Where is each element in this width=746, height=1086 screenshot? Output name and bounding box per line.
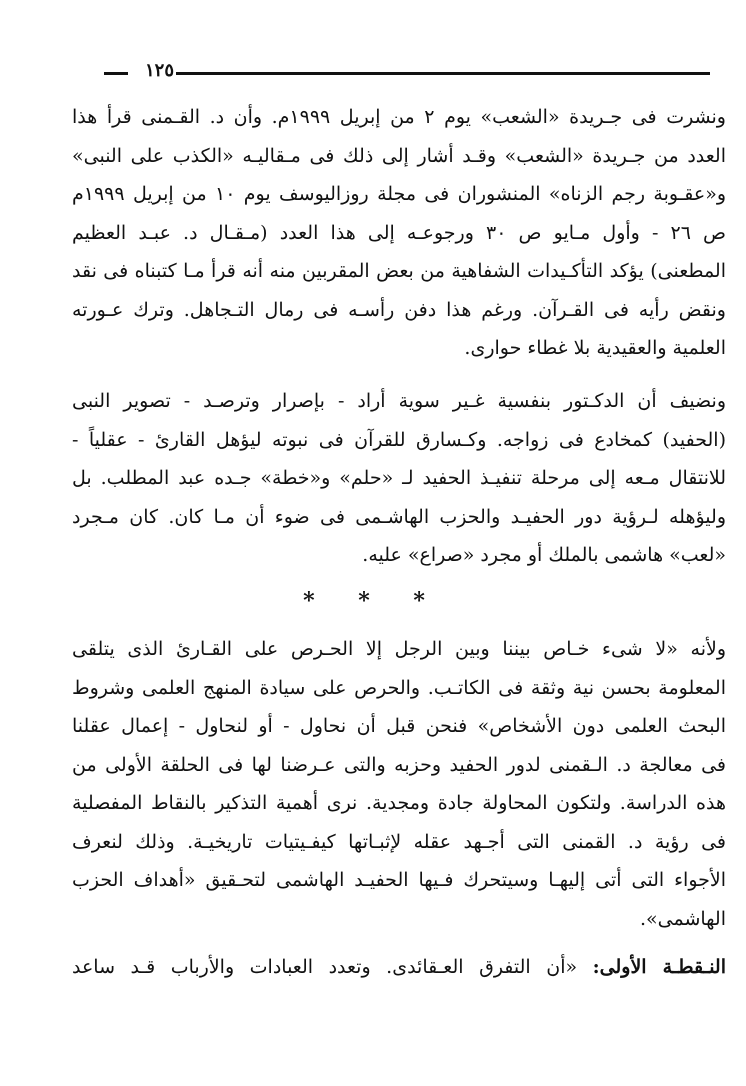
text-line: «لعب» هاشمى بالملك أو مجرد «صراع» عليه. — [362, 544, 726, 566]
paragraph-2 — [72, 382, 726, 575]
text-line: المطعنى) يؤكد التأكـيدات الشفاهية من بعض المقربين منه أنه قرأ مـا كتبناه فى نقد — [72, 260, 726, 282]
text-line: ونشرت فى جـريدة «الشعب» يوم ٢ من إبريل ١٩٩٩م. وأن د. القـمنى قرأ هذا — [72, 106, 726, 128]
header-dash — [104, 72, 128, 75]
page-number: ١٢٥ — [144, 60, 174, 81]
text-line: ولأنه «لا شىء خـاص بيننا وبين الرجل إلا الحـرص على القـارئ الذى يتلقى — [72, 638, 726, 660]
text-line: المعلومة بحسن نية وثقة فى الكاتـب. والحرص على سيادة المنهج العلمى وشروط — [72, 676, 726, 699]
header-rule — [176, 72, 710, 75]
text-line: هذه الدراسة. ولتكون المحاولة جادة ومجدية. نرى أهمية التذكير بالنقاط المفصلية — [72, 792, 726, 814]
paragraph-4 — [72, 948, 726, 987]
text-line: (الحفيد) كمخادع فى زواجه. وكـسارق للقرآن فى نبوته ليؤهل القارئ - عقلياً - — [72, 428, 726, 451]
text-line: العدد من جـريدة «الشعب» وقـد أشار إلى ذلك فى مـقاليـه «الكذب على النبى» — [72, 144, 726, 167]
text-line — [72, 948, 726, 987]
paragraph-3 — [72, 630, 726, 938]
text-line: للانتقال مـعه إلى مرحلة تنفيـذ الحفيد لـ «حلم» و«خطة» جـده عبد المطلب. بل — [72, 467, 726, 489]
text-line: الأجواء التى أتى إليهـا وسيتحرك فـيها الحفيـد الهاشمى لتحـقيق «أهداف الحزب — [72, 869, 726, 891]
text-line: ونضيف أن الدكـتور بنفسية غـير سوية أراد - بإصرار وترصـد - تصوير النبى — [72, 390, 726, 412]
text-line: فى رؤية د. القمنى التى أجـهد عقله لإثبـاتها كيفـيتيات تاريخيـة. وذلك لنعرف — [72, 830, 726, 853]
text-line: وليؤهله لـرؤية دور الحفيـد والحزب الهاشـمى فى ضوء أن مـا كان. كان مـجرد — [72, 505, 726, 528]
text-line: العلمية والعقيدية بلا غطاء حوارى. — [464, 337, 726, 359]
point-text: «أن التفرق العـقائدى. وتعدد العبادات والأرباب قـد ساعد — [72, 956, 593, 978]
text-line: فى معالجة د. الـقمنى لدور الحفيد وحزبه والتى عـرضنا لها فى الحلقة الأولى من — [72, 753, 726, 776]
paragraph-1 — [72, 98, 726, 368]
text-line: ونقض رأيه فى القـرآن. ورغم هذا دفن رأسـه فى رمال التـجاهل. وترك عـورته — [72, 298, 726, 321]
point-heading: النـقطـة الأولى: — [592, 956, 726, 978]
text-line: و«عقـوبة رجم الزناه» المنشوران فى مجلة روزاليوسف يوم ١٠ من إبريل ١٩٩٩م — [72, 183, 726, 205]
section-separator: * * * — [303, 588, 443, 614]
text-line: الهاشمى». — [639, 907, 726, 930]
text-line: ص ٢٦ - وأول مـايو ص ٣٠ ورجوعـه إلى هذا العدد (مـقـال د. عبـد العظيم — [72, 221, 726, 244]
page-header — [90, 58, 710, 88]
text-line: البحث العلمى دون الأشخاص» فنحن قبل أن نحاول - أو لنحاول - إعمال عقلنا — [72, 715, 726, 737]
